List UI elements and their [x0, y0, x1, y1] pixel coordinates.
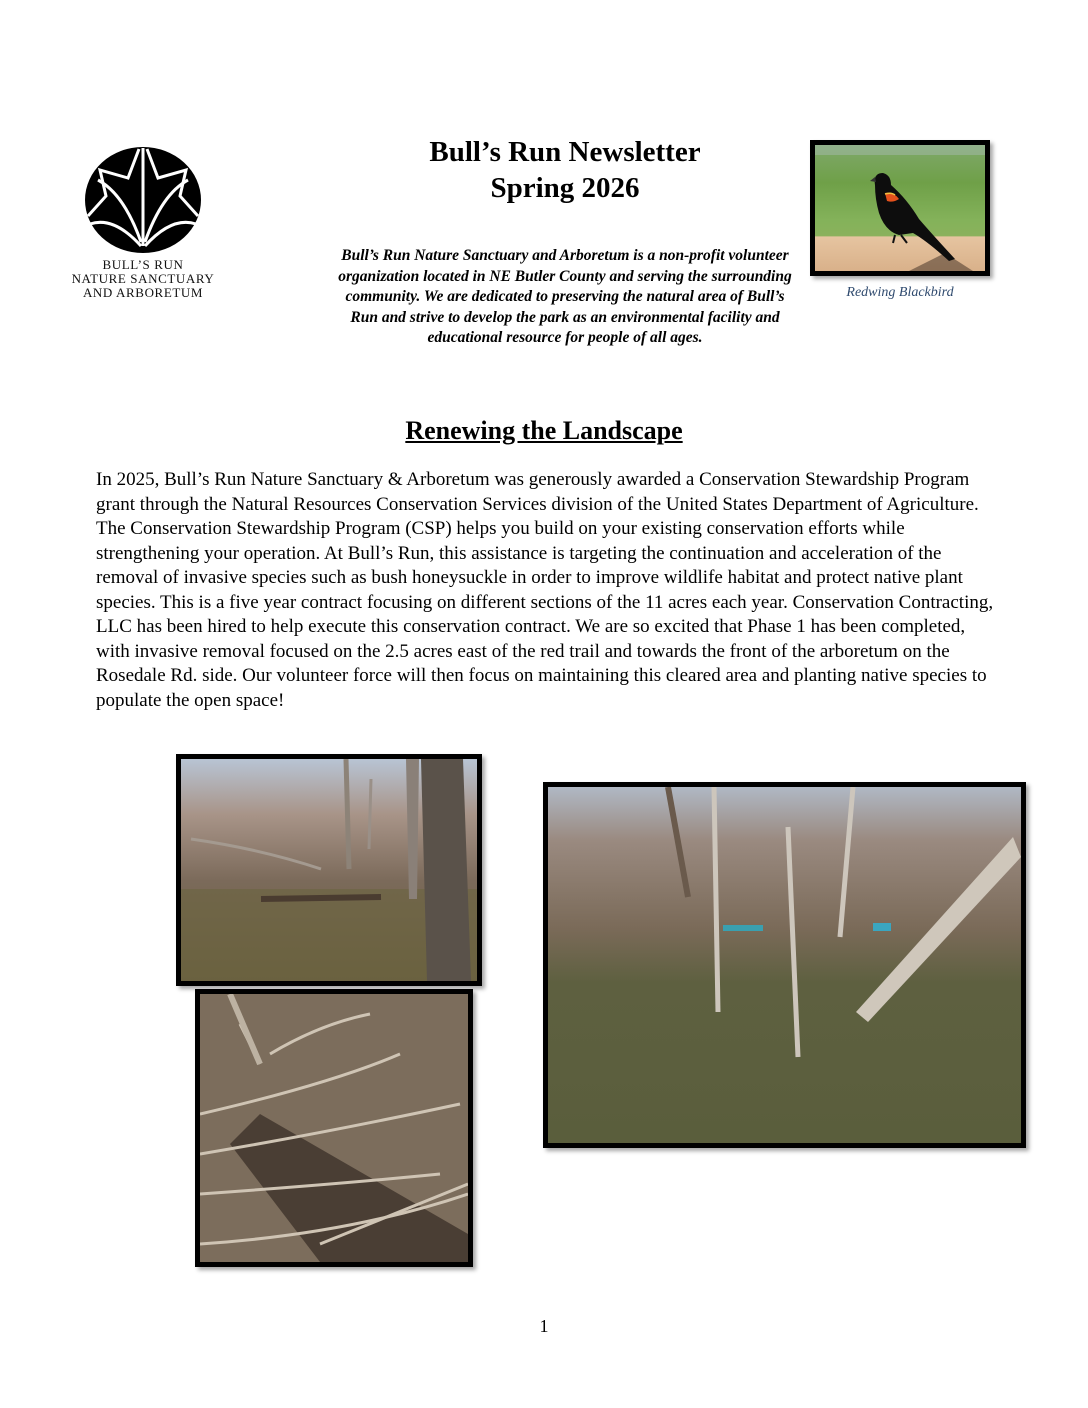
maple-leaf-circle-icon: [84, 146, 202, 254]
cleared-forest-image: [548, 787, 1021, 1143]
page-number: 1: [539, 1316, 549, 1336]
logo-line-1: BULL’S RUN: [102, 257, 184, 272]
title-line-2: Spring 2026: [490, 172, 640, 204]
bird-photo-caption: Redwing Blackbird: [846, 285, 954, 300]
title-line-1: Bull’s Run Newsletter: [429, 136, 701, 168]
article-body: In 2025, Bull’s Run Nature Sanctuary & Arboretum was generously awarded a Conservation Stewardship Program grant through the Natural Resources Conservation Services division of the United States Department of Agriculture. The Conservation Stewardship Program (CSP) helps you build on your existing conservation efforts while strengthening your operation. At Bull’s Run, this assistance is targeting the continuation and acceleration of the removal of invasive species such as bush honeysuckle in order to improve wildlife habitat and protect native plant species. This is a five year contract focusing on different sections of the 11 acres each year. Conservation Contracting, LLC has been hired to help execute this conservation contract. We are so excited that Phase 1 has been completed, with invasive removal focused on the 2.5 acres east of the red trail and towards the front of the arboretum on the Rosedale Rd. side. Our volunteer force will then focus on maintaining this cleared area and planting native species to populate the open space!: [96, 469, 994, 711]
bird-photo: [810, 140, 990, 276]
mission-statement: Bull’s Run Nature Sanctuary and Arboretum is a non-profit volunteer organization located in NE Butler County and serving the surrounding community. We are dedicated to preserving the natural area of Bull’s Run and strive to develop the park as an environmental facility and educational resource for people of all ages.: [338, 247, 792, 347]
cleared-area-photo: [543, 782, 1026, 1148]
woodland-image: [181, 759, 477, 981]
branches-photo: [195, 989, 473, 1267]
organization-logo: [60, 146, 226, 300]
cut-branches-image: [200, 994, 468, 1262]
logo-line-3: AND ARBORETUM: [82, 285, 204, 300]
article-heading: Renewing the Landscape: [405, 416, 683, 445]
newsletter-title: [330, 134, 800, 206]
redwing-blackbird-image: [815, 145, 985, 271]
woodland-photo-1: [176, 754, 482, 986]
logo-line-2: NATURE SANCTUARY: [71, 271, 215, 286]
